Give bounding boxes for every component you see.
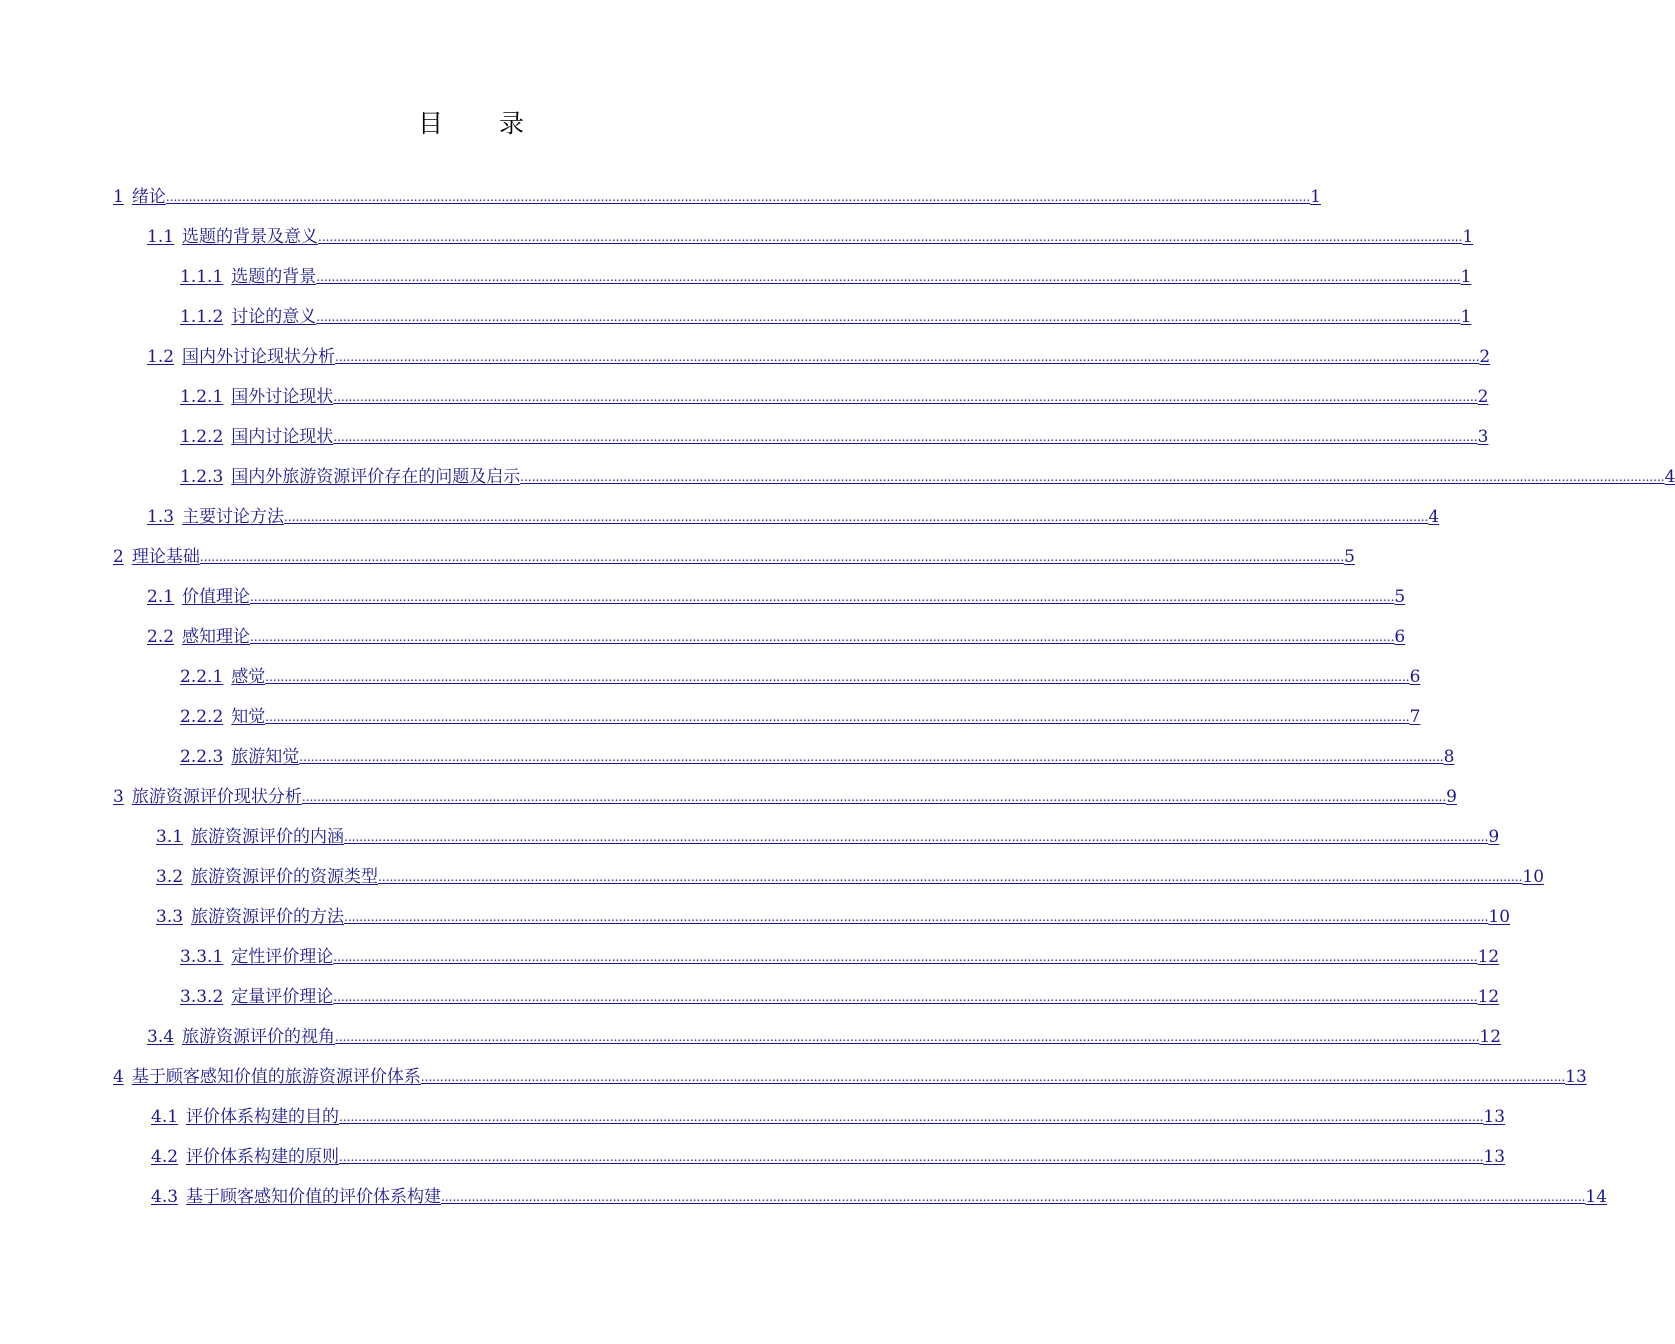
toc-entry[interactable] bbox=[180, 263, 1472, 287]
toc-entry[interactable] bbox=[180, 983, 1500, 1007]
toc-page-number: 1 bbox=[1460, 267, 1472, 287]
toc-entry-label bbox=[113, 547, 200, 567]
toc-entry-number: 1.2.1 bbox=[180, 387, 224, 407]
toc-entry-number: 2.2.3 bbox=[180, 747, 224, 767]
toc-entry-label bbox=[151, 1147, 339, 1167]
toc-dot-leader: ............................................................................................................................................................................................................................................................................................................ bbox=[344, 910, 1489, 924]
toc-page-number: 2 bbox=[1479, 347, 1491, 367]
toc-entry[interactable] bbox=[180, 943, 1500, 967]
toc-entry-number: 4 bbox=[113, 1067, 124, 1087]
toc-entry-label bbox=[156, 867, 378, 887]
toc-page-number: 10 bbox=[1488, 907, 1511, 927]
toc-dot-leader: ............................................................................................................................................................................................................................................................................................................ bbox=[335, 1030, 1480, 1044]
toc-entry-label bbox=[113, 187, 166, 207]
toc-entry-text: 定量评价理论 bbox=[231, 987, 334, 1007]
toc-page-number: 5 bbox=[1394, 587, 1406, 607]
toc-page-number: 12 bbox=[1477, 947, 1500, 967]
toc-entry-text: 旅游知觉 bbox=[231, 747, 300, 767]
toc-entry-label bbox=[180, 267, 316, 287]
toc-entry[interactable] bbox=[151, 1103, 1506, 1127]
toc-page-number: 13 bbox=[1483, 1107, 1506, 1127]
toc-dot-leader: ............................................................................................................................................................................................................................................................................................................ bbox=[301, 790, 1447, 804]
toc-entry-number: 2.2.1 bbox=[180, 667, 224, 687]
toc-page-number: 14 bbox=[1585, 1187, 1608, 1207]
toc-entry-number: 4.1 bbox=[151, 1107, 179, 1127]
toc-entry-text: 感觉 bbox=[231, 667, 266, 687]
toc-dot-leader: ............................................................................................................................................................................................................................................................................................................ bbox=[284, 510, 1429, 524]
toc-entry-text: 旅游资源评价的视角 bbox=[182, 1027, 336, 1047]
toc-dot-leader: ............................................................................................................................................................................................................................................................................................................ bbox=[265, 670, 1410, 684]
toc-page-number: 9 bbox=[1488, 827, 1500, 847]
toc-dot-leader: ............................................................................................................................................................................................................................................................................................................ bbox=[199, 550, 1345, 564]
toc-entry[interactable] bbox=[180, 383, 1489, 407]
toc-entry[interactable] bbox=[147, 343, 1491, 367]
toc-entry-label bbox=[113, 1067, 421, 1087]
toc-entry-number: 4.2 bbox=[151, 1147, 179, 1167]
toc-entry[interactable] bbox=[180, 743, 1455, 767]
toc-dot-leader: ............................................................................................................................................................................................................................................................................................................ bbox=[339, 1150, 1484, 1164]
toc-entry[interactable] bbox=[113, 543, 1355, 567]
toc-page-number: 9 bbox=[1446, 787, 1457, 807]
toc-entry-label bbox=[180, 387, 333, 407]
toc-entry-text: 旅游资源评价现状分析 bbox=[131, 787, 302, 807]
toc-page-number: 2 bbox=[1477, 387, 1489, 407]
toc-entry-number: 3.3 bbox=[156, 907, 184, 927]
toc-dot-leader: ............................................................................................................................................................................................................................................................................................................ bbox=[316, 270, 1461, 284]
toc-title: 目 录 bbox=[418, 109, 548, 138]
toc-entry[interactable] bbox=[147, 1023, 1502, 1047]
toc-entry[interactable] bbox=[180, 463, 1675, 487]
toc-entry-number: 1.1.1 bbox=[180, 267, 224, 287]
toc-entry[interactable] bbox=[151, 1183, 1608, 1207]
toc-entry-label bbox=[151, 1107, 339, 1127]
toc-entry-label bbox=[113, 787, 302, 807]
toc-page-number: 3 bbox=[1477, 427, 1489, 447]
toc-page-number: 1 bbox=[1460, 307, 1472, 327]
toc-entry-text: 理论基础 bbox=[131, 547, 200, 567]
toc-entry-text: 基于顾客感知价值的评价体系构建 bbox=[186, 1187, 442, 1207]
toc-entry-label bbox=[147, 507, 284, 527]
toc-entry-text: 选题的背景 bbox=[231, 267, 317, 287]
toc-entry-label bbox=[180, 947, 333, 967]
toc-entry[interactable] bbox=[156, 903, 1511, 927]
toc-entry[interactable] bbox=[180, 423, 1489, 447]
toc-dot-leader: ............................................................................................................................................................................................................................................................................................................ bbox=[344, 830, 1489, 844]
toc-entry-label bbox=[156, 907, 344, 927]
toc-entry-number: 1.2.3 bbox=[180, 467, 224, 487]
toc-entry-number: 1.1.2 bbox=[180, 307, 224, 327]
toc-entry-text: 主要讨论方法 bbox=[182, 507, 285, 527]
toc-entry-text: 旅游资源评价的资源类型 bbox=[191, 867, 379, 887]
toc-entry-label bbox=[180, 427, 333, 447]
toc-entry-text: 评价体系构建的目的 bbox=[186, 1107, 340, 1127]
toc-entry-number: 1.2.2 bbox=[180, 427, 224, 447]
toc-page-number: 12 bbox=[1477, 987, 1500, 1007]
toc-entry-label bbox=[156, 827, 344, 847]
toc-entry-number: 2 bbox=[113, 547, 124, 567]
toc-entry[interactable] bbox=[180, 663, 1421, 687]
toc-entry-label bbox=[147, 627, 250, 647]
toc-entry[interactable] bbox=[113, 1063, 1587, 1087]
toc-dot-leader: ............................................................................................................................................................................................................................................................................................................ bbox=[378, 870, 1523, 884]
toc-entry-label bbox=[147, 587, 250, 607]
toc-entry-label bbox=[147, 347, 335, 367]
toc-dot-leader: ............................................................................................................................................................................................................................................................................................................ bbox=[265, 710, 1410, 724]
toc-page-number: 13 bbox=[1483, 1147, 1506, 1167]
toc-dot-leader: ............................................................................................................................................................................................................................................................................................................ bbox=[335, 350, 1480, 364]
toc-entry[interactable] bbox=[156, 863, 1545, 887]
toc-entry[interactable] bbox=[180, 703, 1421, 727]
toc-entry-number: 3.3.2 bbox=[180, 987, 224, 1007]
toc-page-number: 13 bbox=[1565, 1067, 1587, 1087]
toc-entry-text: 国内外旅游资源评价存在的问题及启示 bbox=[231, 467, 521, 487]
toc-page-number: 4 bbox=[1428, 507, 1440, 527]
toc-entry-text: 价值理论 bbox=[182, 587, 251, 607]
toc-entry[interactable] bbox=[147, 583, 1406, 607]
toc-dot-leader: ............................................................................................................................................................................................................................................................................................................ bbox=[333, 950, 1478, 964]
toc-entry[interactable] bbox=[113, 183, 1321, 207]
toc-entry-label bbox=[151, 1187, 441, 1207]
toc-entry[interactable] bbox=[151, 1143, 1506, 1167]
toc-entry[interactable] bbox=[156, 823, 1500, 847]
toc-dot-leader: ............................................................................................................................................................................................................................................................................................................ bbox=[520, 470, 1665, 484]
toc-entry-text: 知觉 bbox=[231, 707, 266, 727]
toc-page-number: 4 bbox=[1664, 467, 1675, 487]
toc-entry-number: 2.1 bbox=[147, 587, 175, 607]
toc-entry[interactable] bbox=[113, 783, 1457, 807]
toc-entry[interactable] bbox=[147, 503, 1440, 527]
toc-dot-leader: ............................................................................................................................................................................................................................................................................................................ bbox=[333, 390, 1478, 404]
toc-page-number: 5 bbox=[1344, 547, 1355, 567]
toc-entry-number: 3.2 bbox=[156, 867, 184, 887]
toc-entry-label bbox=[180, 707, 265, 727]
toc-entry-label bbox=[147, 227, 318, 247]
toc-dot-leader: ............................................................................................................................................................................................................................................................................................................ bbox=[165, 190, 1311, 204]
toc-entry-text: 旅游资源评价的方法 bbox=[191, 907, 345, 927]
toc-entry-text: 绪论 bbox=[131, 187, 166, 207]
toc-entry-label bbox=[180, 467, 520, 487]
toc-entry-label bbox=[180, 987, 333, 1007]
toc-entry[interactable] bbox=[180, 303, 1472, 327]
toc-entry-label bbox=[180, 667, 265, 687]
toc-page-number: 1 bbox=[1310, 187, 1321, 207]
toc-dot-leader: ............................................................................................................................................................................................................................................................................................................ bbox=[333, 430, 1478, 444]
toc-page-number: 6 bbox=[1409, 667, 1421, 687]
toc-page-number: 10 bbox=[1522, 867, 1545, 887]
toc-entry-text: 选题的背景及意义 bbox=[182, 227, 319, 247]
toc-page-number: 12 bbox=[1479, 1027, 1502, 1047]
toc-entry-number: 1.2 bbox=[147, 347, 175, 367]
toc-entry-number: 2.2.2 bbox=[180, 707, 224, 727]
toc-entry-number: 1 bbox=[113, 187, 124, 207]
toc-dot-leader: ............................................................................................................................................................................................................................................................................................................ bbox=[441, 1190, 1586, 1204]
toc-entry-text: 国外讨论现状 bbox=[231, 387, 334, 407]
toc-entry-number: 1.1 bbox=[147, 227, 175, 247]
toc-page-number: 8 bbox=[1443, 747, 1455, 767]
toc-entry-number: 3.3.1 bbox=[180, 947, 224, 967]
toc-page-number: 7 bbox=[1409, 707, 1421, 727]
toc-entry-text: 定性评价理论 bbox=[231, 947, 334, 967]
toc-dot-leader: ............................................................................................................................................................................................................................................................................................................ bbox=[299, 750, 1444, 764]
toc-entry-label bbox=[180, 747, 299, 767]
toc-entry-number: 4.3 bbox=[151, 1187, 179, 1207]
toc-entry-number: 1.3 bbox=[147, 507, 175, 527]
toc-page-number: 1 bbox=[1462, 227, 1474, 247]
toc-dot-leader: ............................................................................................................................................................................................................................................................................................................ bbox=[339, 1110, 1484, 1124]
toc-entry-text: 感知理论 bbox=[182, 627, 251, 647]
toc-entry-number: 3 bbox=[113, 787, 124, 807]
toc-dot-leader: ............................................................................................................................................................................................................................................................................................................ bbox=[333, 990, 1478, 1004]
toc-page-number: 6 bbox=[1394, 627, 1406, 647]
toc-dot-leader: ............................................................................................................................................................................................................................................................................................................ bbox=[420, 1070, 1566, 1084]
toc-entry-label bbox=[180, 307, 316, 327]
toc-entry-text: 评价体系构建的原则 bbox=[186, 1147, 340, 1167]
toc-entry-label bbox=[147, 1027, 335, 1047]
toc-dot-leader: ............................................................................................................................................................................................................................................................................................................ bbox=[250, 590, 1395, 604]
toc-entry-text: 基于顾客感知价值的旅游资源评价体系 bbox=[131, 1067, 421, 1087]
toc-entry[interactable] bbox=[147, 623, 1406, 647]
toc-entry-number: 3.1 bbox=[156, 827, 184, 847]
toc-entry-number: 2.2 bbox=[147, 627, 175, 647]
toc-dot-leader: ............................................................................................................................................................................................................................................................................................................ bbox=[250, 630, 1395, 644]
toc-entry-text: 旅游资源评价的内涵 bbox=[191, 827, 345, 847]
toc-entry-text: 国内讨论现状 bbox=[231, 427, 334, 447]
toc-entry-text: 国内外讨论现状分析 bbox=[182, 347, 336, 367]
toc-entry-text: 讨论的意义 bbox=[231, 307, 317, 327]
toc-dot-leader: ............................................................................................................................................................................................................................................................................................................ bbox=[316, 310, 1461, 324]
toc-dot-leader: ............................................................................................................................................................................................................................................................................................................ bbox=[318, 230, 1463, 244]
toc-entry-number: 3.4 bbox=[147, 1027, 175, 1047]
toc-entry[interactable] bbox=[147, 223, 1474, 247]
